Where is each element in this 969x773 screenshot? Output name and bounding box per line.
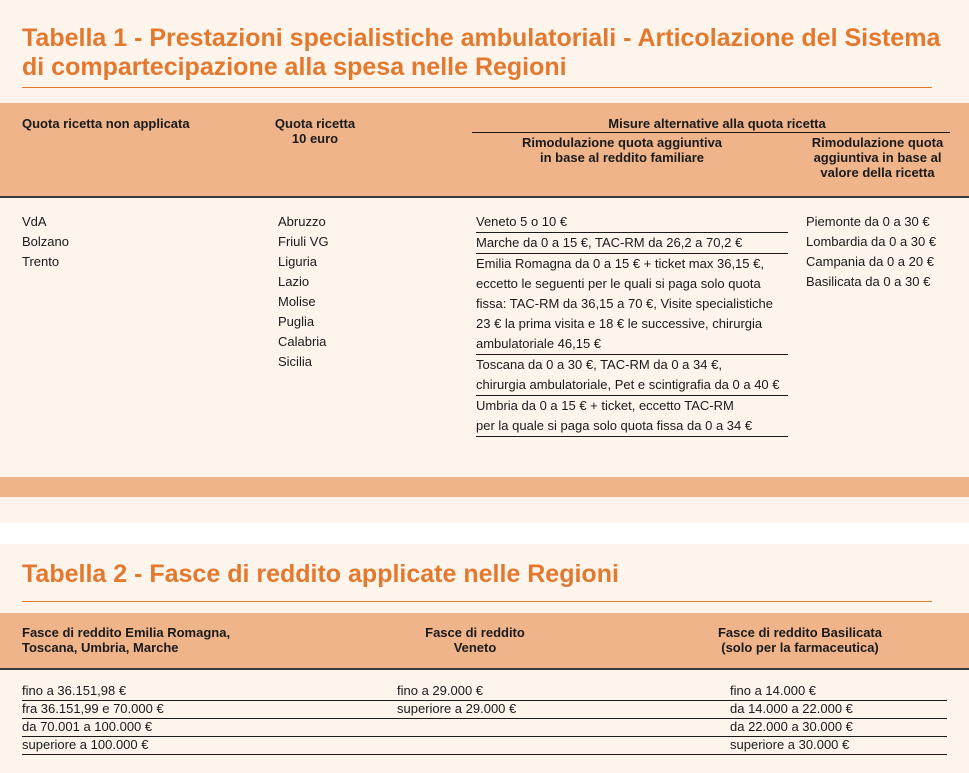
table-row: da 14.000 a 22.000 € (730, 701, 947, 719)
table-row: superiore a 29.000 € (397, 701, 730, 719)
list-item: Toscana da 0 a 30 €, TAC-RM da 0 a 34 €, chirurgia ambulatoriale, Pet e scintigrafia da 0 a 40 € (476, 355, 788, 396)
list-item: VdA (22, 214, 47, 229)
list-item: Piemonte da 0 a 30 € (806, 214, 930, 229)
list-item: Emilia Romagna da 0 a 15 € + ticket max 36,15 €, eccetto le seguenti per le quali si paga solo quota fissa: TAC-RM da 36,15 a 70 €, Visite specialistiche 23 € la prima visita e 18 € le successive, chirurgia ambulatoriale 46,15 € (476, 254, 788, 355)
table1-title: Tabella 1 - Prestazioni specialistiche ambulatoriali - Articolazione del Sistema di compartecipazione alla spesa nelle Regioni (22, 24, 941, 81)
table-row: superiore a 30.000 € (730, 737, 947, 755)
table-row (397, 737, 730, 755)
table1-header-group: Misure alternative alla quota ricetta (608, 116, 826, 131)
list-item: Basilicata da 0 a 30 € (806, 274, 931, 289)
list-item: Abruzzo (278, 214, 326, 229)
table2-header-col1: Fasce di reddito Emilia Romagna, Toscana, Umbria, Marche (22, 625, 231, 655)
list-item: Puglia (278, 314, 315, 329)
table1-header-col4: Rimodulazione quota aggiuntiva in base al valore della ricetta (811, 135, 944, 180)
table2-title-rule (22, 601, 932, 602)
table2-col3-list (730, 683, 947, 755)
table-row: da 22.000 a 30.000 € (730, 719, 947, 737)
list-item: Lazio (278, 274, 310, 289)
table-row (397, 719, 730, 737)
list-item: Sicilia (278, 354, 312, 369)
list-item: Marche da 0 a 15 €, TAC-RM da 26,2 a 70,2 € (476, 233, 788, 254)
table1-group-rule (472, 132, 950, 133)
table1-header-rule (0, 196, 969, 198)
list-item: Umbria da 0 a 15 € + ticket, eccetto TAC-RM per la quale si paga solo quota fissa da 0 a 34 € (476, 396, 788, 437)
table2-title: Tabella 2 - Fasce di reddito applicate nelle Regioni (22, 560, 619, 588)
table-row: da 70.001 a 100.000 € (22, 719, 397, 737)
list-item: Bolzano (22, 234, 69, 249)
table1-col3-list (476, 212, 788, 437)
list-item: Campania da 0 a 20 € (806, 254, 934, 269)
table1-header-col2: Quota ricetta 10 euro (274, 116, 356, 146)
table2-header-rule (0, 668, 969, 670)
list-item: Molise (278, 294, 316, 309)
list-item: Friuli VG (278, 234, 329, 249)
table2-header-col3: Fasce di reddito Basilicata (solo per la farmaceutica) (717, 625, 882, 655)
table2-col1-list (22, 683, 397, 755)
table-row: fino a 29.000 € (397, 683, 730, 701)
list-item: Lombardia da 0 a 30 € (806, 234, 937, 249)
list-item: Veneto 5 o 10 € (476, 212, 788, 233)
table1-footer-band (0, 477, 969, 497)
table-row: fino a 14.000 € (730, 683, 947, 701)
list-item: Liguria (278, 254, 318, 269)
table1-col2-list (278, 212, 329, 372)
table-row: fra 36.151,99 e 70.000 € (22, 701, 397, 719)
table2-header-col2: Fasce di reddito Veneto (425, 625, 525, 655)
table1-col4-list (806, 212, 936, 292)
table-row: superiore a 100.000 € (22, 737, 397, 755)
table1-col1-list (22, 212, 69, 272)
table-row: fino a 36.151,98 € (22, 683, 397, 701)
table2-col2-list (397, 683, 730, 755)
table1-header-col1: Quota ricetta non applicata (22, 116, 190, 131)
list-item: Trento (22, 254, 60, 269)
table1-title-rule (22, 87, 932, 88)
list-item: Calabria (278, 334, 327, 349)
table1-header-col3: Rimodulazione quota aggiuntiva in base al reddito familiare (521, 135, 723, 165)
